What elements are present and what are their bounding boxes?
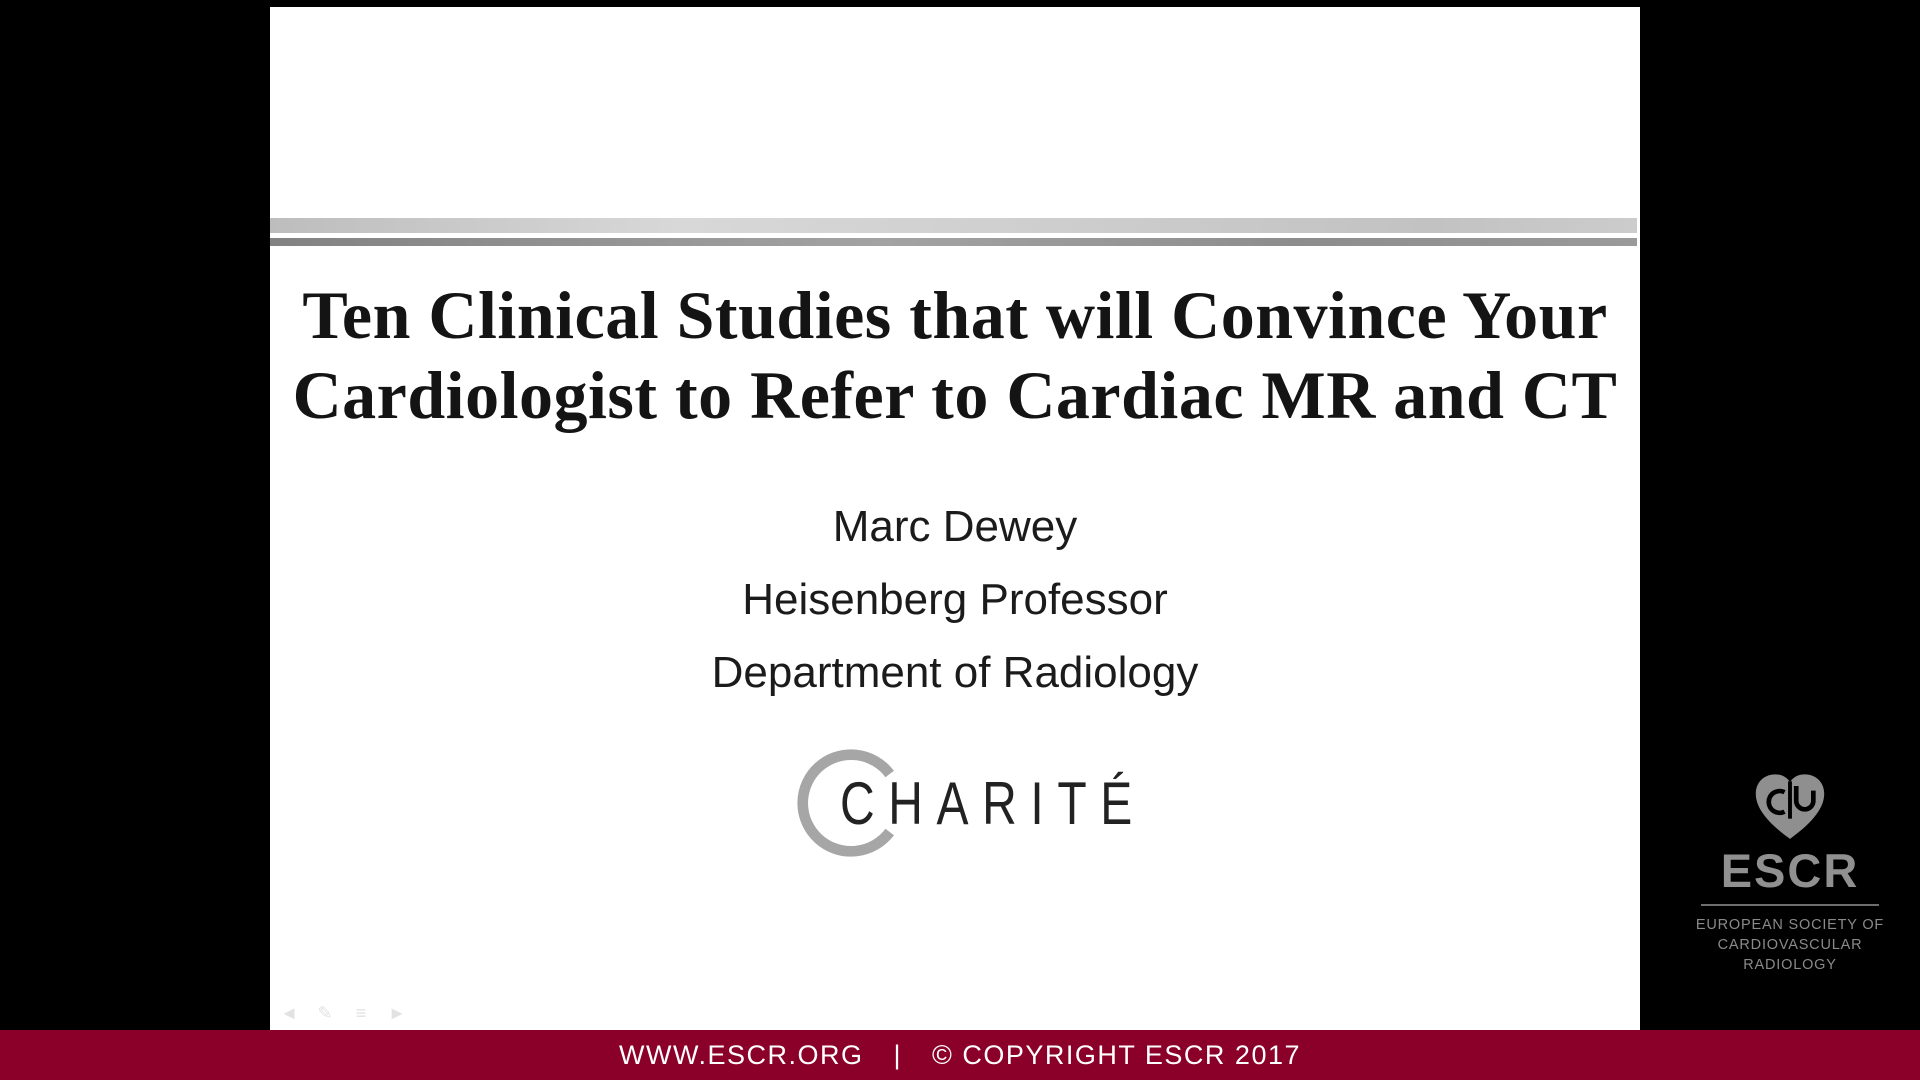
slide-menu-icon[interactable]: ≡ — [355, 1003, 367, 1023]
slide-title — [270, 275, 1640, 435]
author-role: Heisenberg Professor — [742, 575, 1168, 624]
decorative-stripe-dark — [270, 238, 1637, 246]
pen-icon[interactable]: ✎ — [317, 1003, 333, 1023]
charite-logo-text: CHARITÉ — [840, 770, 1146, 837]
escr-heart-icon — [1751, 772, 1829, 842]
slide — [270, 7, 1640, 1030]
presenter-toolbar — [278, 1002, 408, 1024]
footer-copyright: © COPYRIGHT ESCR 2017 — [932, 1039, 1301, 1070]
author-department: Department of Radiology — [711, 648, 1199, 697]
author-name: Marc Dewey — [832, 502, 1078, 551]
escr-acronym: ESCR — [1720, 844, 1860, 897]
escr-logo — [1680, 772, 1900, 975]
escr-name-line2: CARDIOVASCULAR — [1717, 937, 1863, 953]
escr-name-line3: RADIOLOGY — [1743, 957, 1837, 973]
slide-title-line2: Cardiologist to Refer to Cardiac MR and CT — [292, 357, 1618, 433]
escr-name-line1: EUROPEAN SOCIETY OF — [1695, 917, 1885, 933]
previous-slide-icon[interactable]: ◄ — [280, 1003, 298, 1023]
charite-logo — [790, 735, 1430, 875]
slide-subtitle — [270, 490, 1640, 709]
escr-name — [1680, 915, 1900, 975]
footer-separator: | — [893, 1039, 902, 1070]
next-slide-icon[interactable]: ► — [388, 1003, 406, 1023]
decorative-stripe-light — [270, 218, 1637, 233]
escr-divider — [1701, 904, 1879, 906]
footer-bar — [0, 1030, 1920, 1080]
footer-website: WWW.ESCR.ORG — [619, 1039, 864, 1070]
slide-title-line1: Ten Clinical Studies that will Convince Your — [302, 277, 1608, 353]
